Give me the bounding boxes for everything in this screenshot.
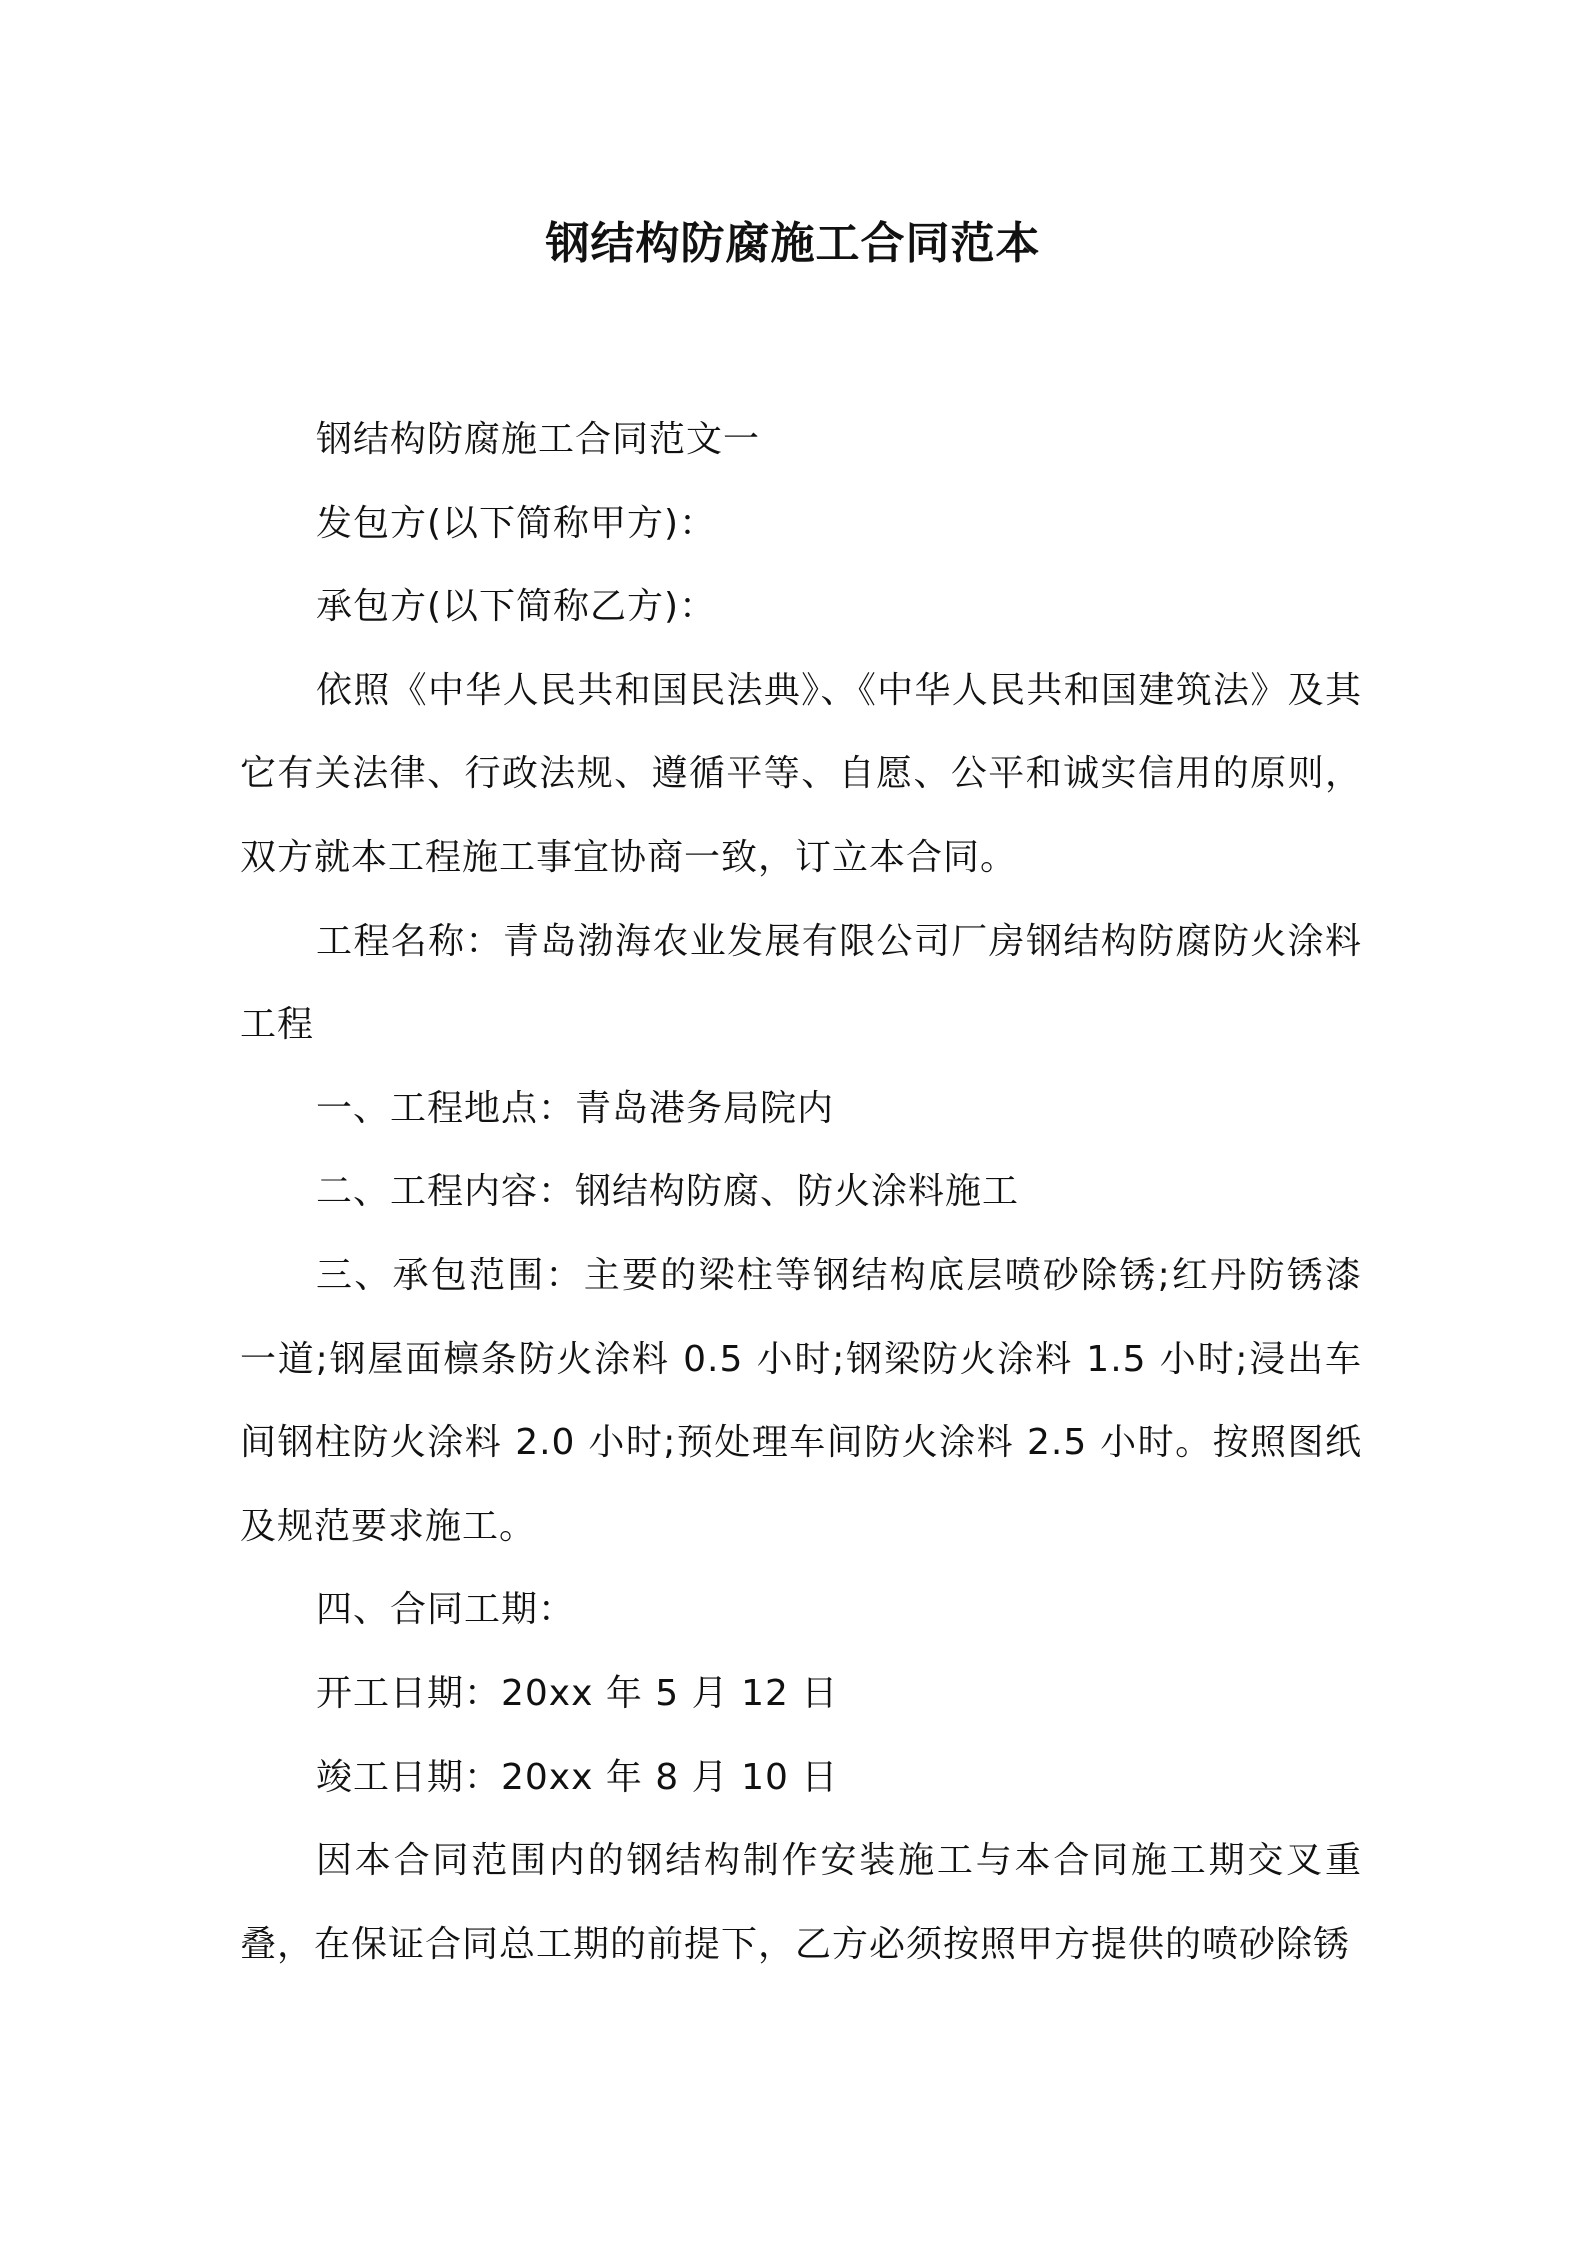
- paragraph-location: 一、工程地点：青岛港务局院内: [316, 1087, 835, 1129]
- paragraph-party-a: 发包方(以下简称甲方)：: [316, 502, 717, 544]
- paragraph-scope: 三、承包范围：主要的梁柱等钢结构底层喷砂除锈;红丹防锈漆一道;钢屋面檩条防火涂料 0.5 小时;钢梁防火涂料 1.5 小时;浸出车间钢柱防火涂料 2.0 小时;预处理车间防火涂料 2.5 小时。按照图纸及规范要求施工。: [240, 1254, 1362, 1547]
- paragraph-end-date: 竣工日期：20xx 年 8 月 10 日: [316, 1756, 839, 1798]
- paragraph-period-heading: 四、合同工期：: [316, 1589, 576, 1631]
- page-title: 钢结构防腐施工合同范本: [545, 218, 1041, 269]
- paragraph-legal-basis: 依照《中华人民共和国民法典》、《中华人民共和国建筑法》及其它有关法律、行政法规、遵循平等、自愿、公平和诚实信用的原则，双方就本工程施工事宜协商一致，订立本合同。: [240, 669, 1362, 878]
- paragraph-overlap: 因本合同范围内的钢结构制作安装施工与本合同施工期交叉重叠，在保证合同总工期的前提下，乙方必须按照甲方提供的喷砂除锈: [240, 1840, 1362, 1965]
- paragraph-party-b: 承包方(以下简称乙方)：: [316, 586, 717, 628]
- paragraph-content: 二、工程内容：钢结构防腐、防火涂料施工: [316, 1171, 1020, 1213]
- document-body: [240, 398, 1362, 1986]
- paragraph-subtitle: 钢结构防腐施工合同范文一: [316, 419, 761, 460]
- paragraph-project-name: 工程名称：青岛渤海农业发展有限公司厂房钢结构防腐防火涂料工程: [240, 920, 1362, 1046]
- paragraph-start-date: 开工日期：20xx 年 5 月 12 日: [316, 1672, 839, 1714]
